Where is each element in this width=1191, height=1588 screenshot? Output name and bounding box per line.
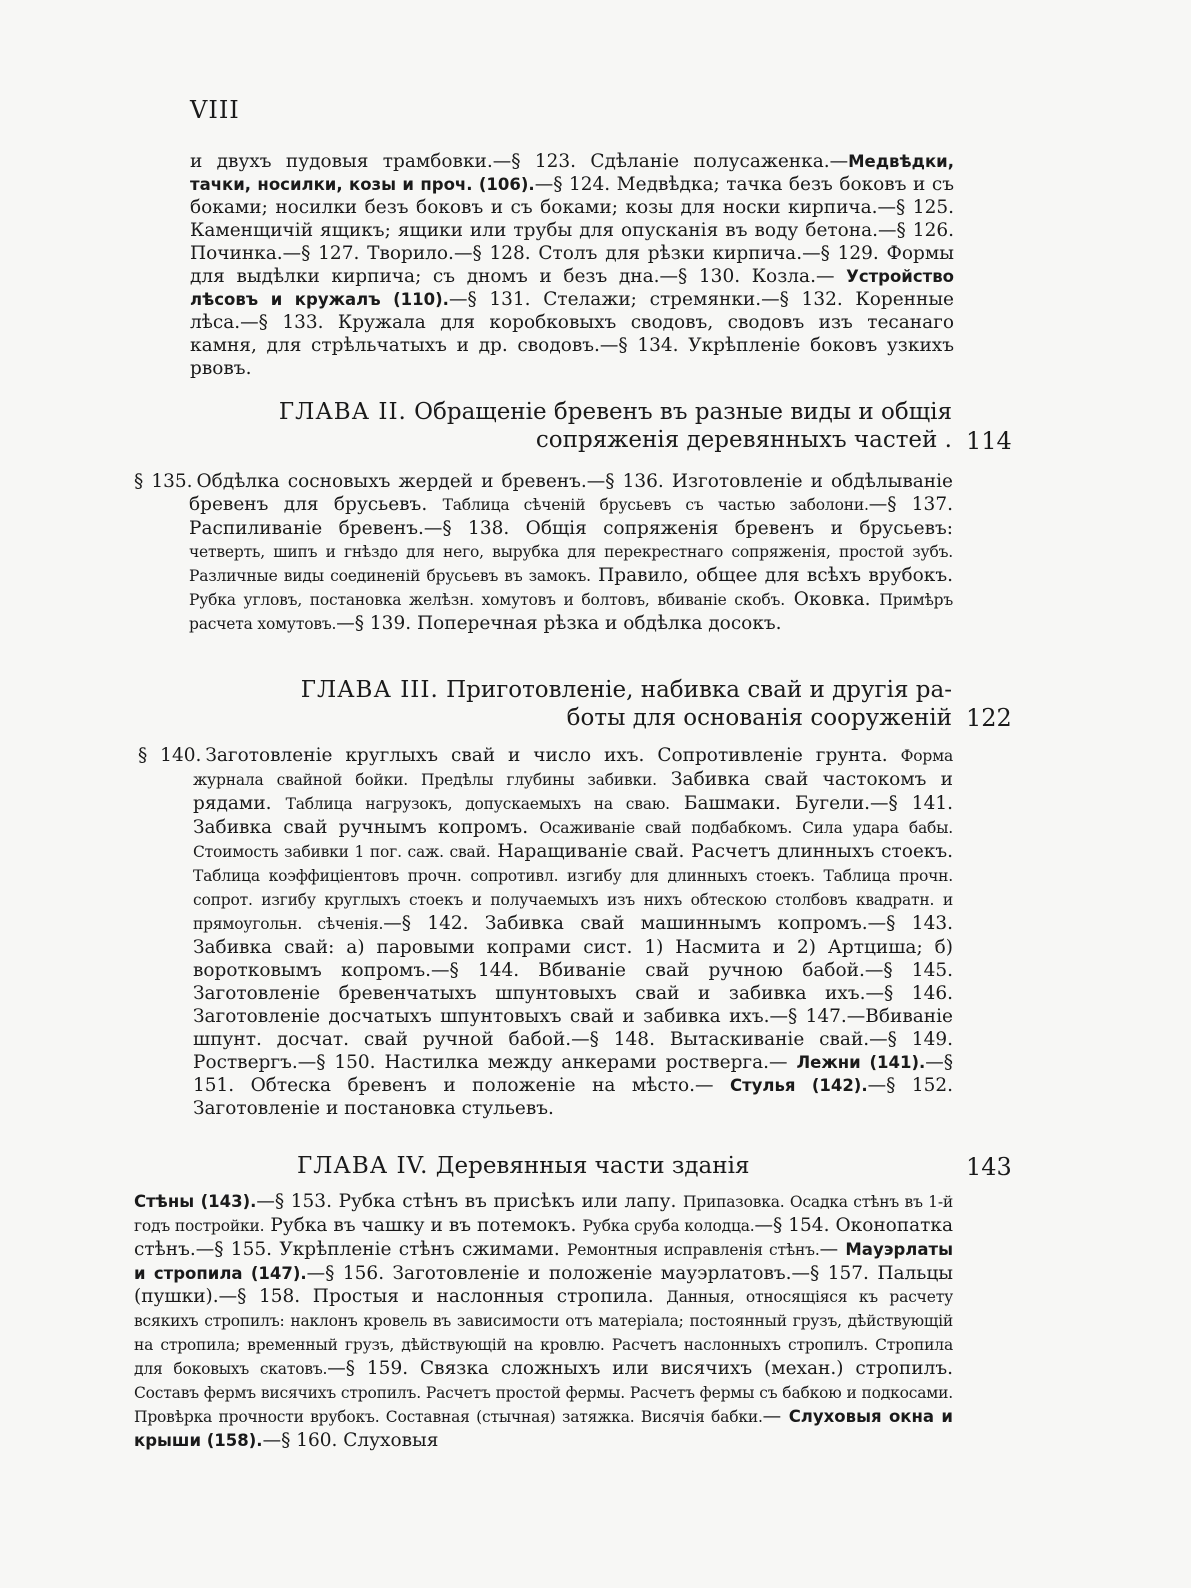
chapter-4-title-line1: Деревянныя части зданія: [435, 1153, 750, 1179]
chapter-2-title-line2: сопряженія деревянныхъ частей .: [535, 427, 952, 453]
bold-heading-run: Мауэрлаты и стропила (147).: [134, 1240, 953, 1283]
small-text-run: Примѣръ расчета хомутовъ.: [189, 591, 953, 633]
chapter-2-page: 114: [966, 427, 1012, 455]
bold-heading-run: Медвѣдки, тачки, носилки, козы и проч. (106).: [190, 152, 954, 194]
text-run: —§ 137. Распиливаніе бревенъ.—§ 138. Общія сопряженія бревенъ и брусьевъ:: [189, 494, 953, 539]
text-run: Обдѣлка сосновыхъ жердей и бревенъ.—§ 136. Изготовленіе и обдѣлываніе бревенъ для брусьевъ.: [189, 471, 953, 515]
small-text-run: Таблица нагрузокъ, допускаемыхъ на сваю.: [285, 795, 670, 813]
chapter-3-title: [260, 676, 952, 732]
text-run: —§ 139. Поперечная рѣзка и обдѣлка досокъ.: [336, 613, 782, 634]
chapter-3-page: 122: [966, 704, 1012, 732]
text-run: —§ 153. Рубка стѣнъ въ присѣкъ или лапу.: [256, 1191, 683, 1212]
chapter-4-heading: ГЛАВА IV.: [297, 1153, 429, 1179]
text-run: Башмаки. Бугели.—§ 141. Забивка свай ручнымъ копромъ.: [193, 793, 954, 838]
intro-paragraph: [190, 150, 954, 380]
page-number: VIII: [190, 96, 240, 124]
small-text-run: Осаживаніе свай подбабкомъ. Сила удара бабы. Стоимость забивки 1 пог. саж. свай.: [193, 819, 953, 861]
text-run: —§ 152. Заготовленіе и постановка стульевъ.: [193, 1075, 954, 1119]
chapter-4-contents: [134, 1190, 953, 1452]
text-run: и двухъ пудовыя трамбовки.—§ 123. Сдѣланіе полусаженка.—: [190, 151, 849, 172]
small-text-run: Таблица коэффиціентовъ прочн. сопротивл. изгибу для длинныхъ стоекъ. Таблица прочн. сопрот. изгибу круглыхъ стоекъ и получаемыхъ изъ нихъ обтескою столбовъ квадратн. и прямоугольн. сѣченія.: [193, 867, 953, 933]
text-run: —§ 151. Обтеска бревенъ и положеніе на мѣсто.—: [193, 1052, 954, 1096]
chapter-2-heading: ГЛАВА II.: [278, 399, 407, 425]
text-run: —§ 159. Связка сложныхъ или висячихъ (механ.) стропилъ.: [327, 1358, 953, 1379]
small-text-run: Припазовка. Осадка стѣнъ въ 1-й годъ постройки.: [134, 1193, 954, 1235]
small-text-run: Рубка угловъ, постановка желѣзн. хомутовъ и болтовъ, вбиваніе скобъ.: [189, 591, 785, 609]
bold-heading-run: Слуховыя окна и крыши (158).: [134, 1407, 953, 1450]
text-run: Наращиваніе свай. Расчетъ длинныхъ стоекъ.: [490, 841, 953, 862]
chapter-4-page: 143: [966, 1153, 1012, 1181]
text-run: Оковка.: [784, 589, 880, 610]
bold-heading-run: Стѣны (143).: [134, 1192, 257, 1211]
chapter-3-contents: [138, 744, 954, 1120]
small-text-run: Таблица сѣченій брусьевъ съ частью заболони.: [442, 496, 869, 514]
text-run: Рубка въ чашку и въ потемокъ.: [264, 1215, 583, 1236]
small-text-run: Рубка сруба колодца.: [582, 1217, 755, 1235]
section-number: § 135.: [134, 471, 193, 492]
chapter-2-title-line1: Обращеніе бревенъ въ разные виды и общія: [414, 399, 952, 425]
bold-heading-run: Стулья (142).: [729, 1076, 868, 1095]
chapter-4-title: [260, 1152, 952, 1180]
text-run: —§ 160. Слуховыя: [262, 1430, 439, 1451]
text-run: Заготовленіе круглыхъ свай и число ихъ. Сопротивленіе грунта.: [205, 745, 901, 766]
text-run: —§ 124. Медвѣдка; тачка безъ боковъ и съ боками; носилки безъ боковъ и съ боками; козы для носки кирпича.—§ 125. Каменщичій ящикъ; ящики или трубы для опусканія въ воду бетона.—§ 126. Починка.—§ 127. Творило.—§ 128. Столъ для рѣзки кирпича.—§ 129. Формы для выдѣлки кирпича; съ дномъ и безъ дна.—§ 130. Козла.—: [190, 174, 954, 287]
small-text-run: Ремонтныя исправленія стѣнъ.: [567, 1241, 820, 1259]
bold-heading-run: Устройство лѣсовъ и кружалъ (110).: [190, 267, 954, 309]
text-run: —§ 131. Стелажи; стремянки.—§ 132. Коренные лѣса.—§ 133. Кружала для коробковыхъ сводовъ, сводовъ изъ тесанаго камня, для стрѣльчатыхъ и др. сводовъ.—§ 134. Укрѣпленіе боковъ узкихъ рвовъ.: [190, 289, 954, 379]
chapter-3-title-line1: Приготовленіе, набивка свай и другія ра-: [446, 677, 952, 703]
small-text-run: Форма журнала свайной бойки. Предѣлы глубины забивки.: [193, 747, 953, 789]
section-number: § 140.: [138, 745, 202, 766]
chapter-2-title: [260, 398, 952, 454]
text-run: Забивка свай частокомъ и рядами.: [193, 769, 953, 814]
chapter-3-heading: ГЛАВА III.: [300, 677, 439, 703]
chapter-3-title-line2: боты для основанія сооруженій: [566, 705, 952, 731]
text-run: —§ 154. Оконопатка стѣнъ.—§ 155. Укрѣпленіе стѣнъ сжимами.: [134, 1215, 953, 1260]
small-text-run: Данныя, относящіяся къ расчету всякихъ стропилъ: наклонъ кровель въ зависимости отъ матеріала; постоянный грузъ, дѣйствующій на стропила; временный грузъ, дѣйствующій на кровлю. Расчетъ наслонныхъ стропилъ. Стропила для боковыхъ скатовъ.: [134, 1288, 953, 1378]
text-run: —: [819, 1239, 846, 1260]
text-run: Правило, общее для всѣхъ врубокъ.: [590, 565, 953, 586]
text-run: —§ 156. Заготовленіе и положеніе мауэрлатовъ.—§ 157. Пальцы (пушки).—§ 158. Простыя и наслонныя стропила.: [134, 1263, 953, 1307]
chapter-2-contents: [134, 470, 953, 636]
bold-heading-run: Лежни (141).: [796, 1053, 926, 1072]
text-run: —§ 142. Забивка свай машиннымъ копромъ.—§ 143. Забивка свай: а) паровыми копрами сист. 1) Насмита и 2) Артциша; б) воротковымъ копромъ.—§ 144. Вбиваніе свай ручною бабой.—§ 145. Заготовленіе бревенчатыхъ шпунтовыхъ свай и забивка ихъ.—§ 146. Заготовленіе досчатыхъ шпунтовыхъ свай и забивка ихъ.—§ 147.—Вбиваніе шпунт. досчат. свай ручной бабой.—§ 148. Вытаскиваніе свай.—§ 149. Роствергъ.—§ 150. Настилка между анкерами ростверга.—: [193, 913, 953, 1073]
text-run: —: [762, 1406, 789, 1427]
small-text-run: Составъ фермъ висячихъ стропилъ. Расчетъ простой фермы. Расчетъ фермы съ бабкою и подкосами. Провѣрка прочности врубокъ. Составная (стычная) затяжка. Висячія бабки.: [134, 1384, 953, 1426]
small-text-run: четверть, шипъ и гнѣздо для него, вырубка для перекрестнаго сопряженія, простой зубъ. Различные виды соединеній брусьевъ въ замокъ.: [189, 543, 953, 585]
